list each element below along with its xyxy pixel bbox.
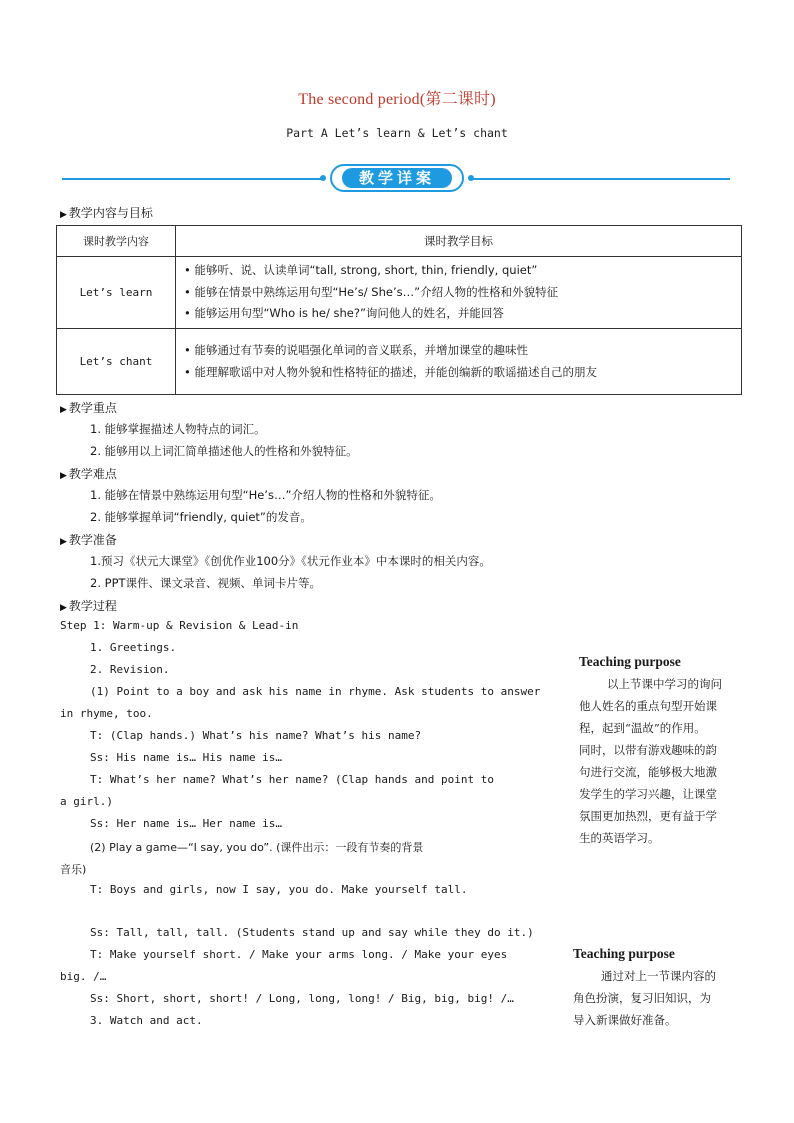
table-cell-goals: • 能够通过有节奏的说唱强化单词的音义联系，并增加课堂的趣味性 • 能理解歌谣中对人物外貌和性格特征的描述，并能创编新的歌谣描述自己的朋友 — [176, 329, 742, 395]
table-cell-goals: • 能够听、说、认读单词“tall, strong, short, thin, friendly, quiet” • 能够在情景中熟练运用句型“He’s/ She’s…”介绍人物的性格和外貌特征 • 能够运用句型“Who is he/ she?”询问他人的姓名，并能回答 — [176, 257, 742, 329]
process-line: in rhyme, too. — [60, 707, 153, 720]
process-line: Ss: Short, short, short! / Long, long, long! / Big, big, big! /… — [90, 992, 514, 1005]
process-line: T: Boys and girls, now I say, you do. Make yourself tall. — [90, 883, 468, 896]
process-line: big. /… — [60, 970, 107, 983]
process-line: Ss: Tall, tall, tall. (Students stand up and say while they do it.) — [90, 926, 534, 939]
side-note-heading: Teaching purpose — [579, 654, 681, 669]
list-item: 1. 能够在情景中熟练运用句型“He’s…”介绍人物的性格和外貌特征。 — [90, 488, 441, 502]
section-preparation: ▶ 教学准备 — [60, 533, 117, 547]
section-content-goals: ▶ 教学内容与目标 — [60, 206, 153, 220]
process-line: 1. Greetings. — [90, 641, 177, 654]
banner-label: 教学详案 — [342, 168, 452, 188]
section-key-points: ▶ 教学重点 — [60, 401, 117, 415]
objectives-table — [56, 225, 742, 395]
side-note-heading: Teaching purpose — [573, 946, 675, 961]
table-header: 课时教学目标 — [176, 226, 742, 257]
process-line: T: What’s her name? What’s her name? (Clap hands and point to — [90, 773, 494, 786]
list-item: 2. 能够掌握单词“friendly, quiet”的发音。 — [90, 510, 312, 524]
step-heading: Step 1: Warm-up & Revision & Lead-in — [60, 619, 299, 632]
process-line: 音乐) — [60, 863, 87, 876]
list-item: 2. 能够用以上词汇简单描述他人的性格和外貌特征。 — [90, 444, 358, 458]
process-line: T: Make yourself short. / Make your arms long. / Make your eyes — [90, 948, 508, 961]
process-line: Ss: His name is… His name is… — [90, 751, 283, 764]
page-subtitle: Part A Let’s learn & Let’s chant — [286, 126, 508, 140]
process-line: a girl.) — [60, 795, 113, 808]
list-item: 2. PPT课件、课文录音、视频、单词卡片等。 — [90, 576, 322, 590]
process-line: Ss: Her name is… Her name is… — [90, 817, 283, 830]
section-difficulties: ▶ 教学难点 — [60, 467, 117, 481]
process-line: (1) Point to a boy and ask his name in rhyme. Ask students to answer — [90, 685, 541, 698]
process-line: 3. Watch and act. — [90, 1014, 203, 1027]
table-header: 课时教学内容 — [57, 226, 176, 257]
page-title: The second period(第二课时) — [298, 91, 496, 108]
process-line: (2) Play a game—“I say, you do”. (课件出示：一段有节奏的背景 — [90, 841, 424, 854]
section-process: ▶ 教学过程 — [60, 599, 117, 613]
table-cell-content: Let’s learn — [57, 257, 176, 329]
section-banner — [62, 160, 730, 196]
list-item: 1.预习《状元大课堂》《创优作业100分》《状元作业本》中本课时的相关内容。 — [90, 554, 491, 568]
process-line: 2. Revision. — [90, 663, 170, 676]
table-cell-content: Let’s chant — [57, 329, 176, 395]
side-note: Teaching purpose 以上节课中学习的询问 他人姓名的重点句型开始课 程，起到“温故”的作用。 同时，以带有游戏趣味的韵 句进行交流，能够极大地激 发学生的学习兴趣，让课堂 氛围更加热烈，更有益于学 生的英语学习。 — [579, 654, 747, 849]
side-note: Teaching purpose 通过对上一节课内容的 角色扮演，复习旧知识，为 导入新课做好准备。 — [573, 946, 741, 1031]
process-line: T: (Clap hands.) What’s his name? What’s his name? — [90, 729, 422, 742]
list-item: 1. 能够掌握描述人物特点的词汇。 — [90, 422, 266, 436]
